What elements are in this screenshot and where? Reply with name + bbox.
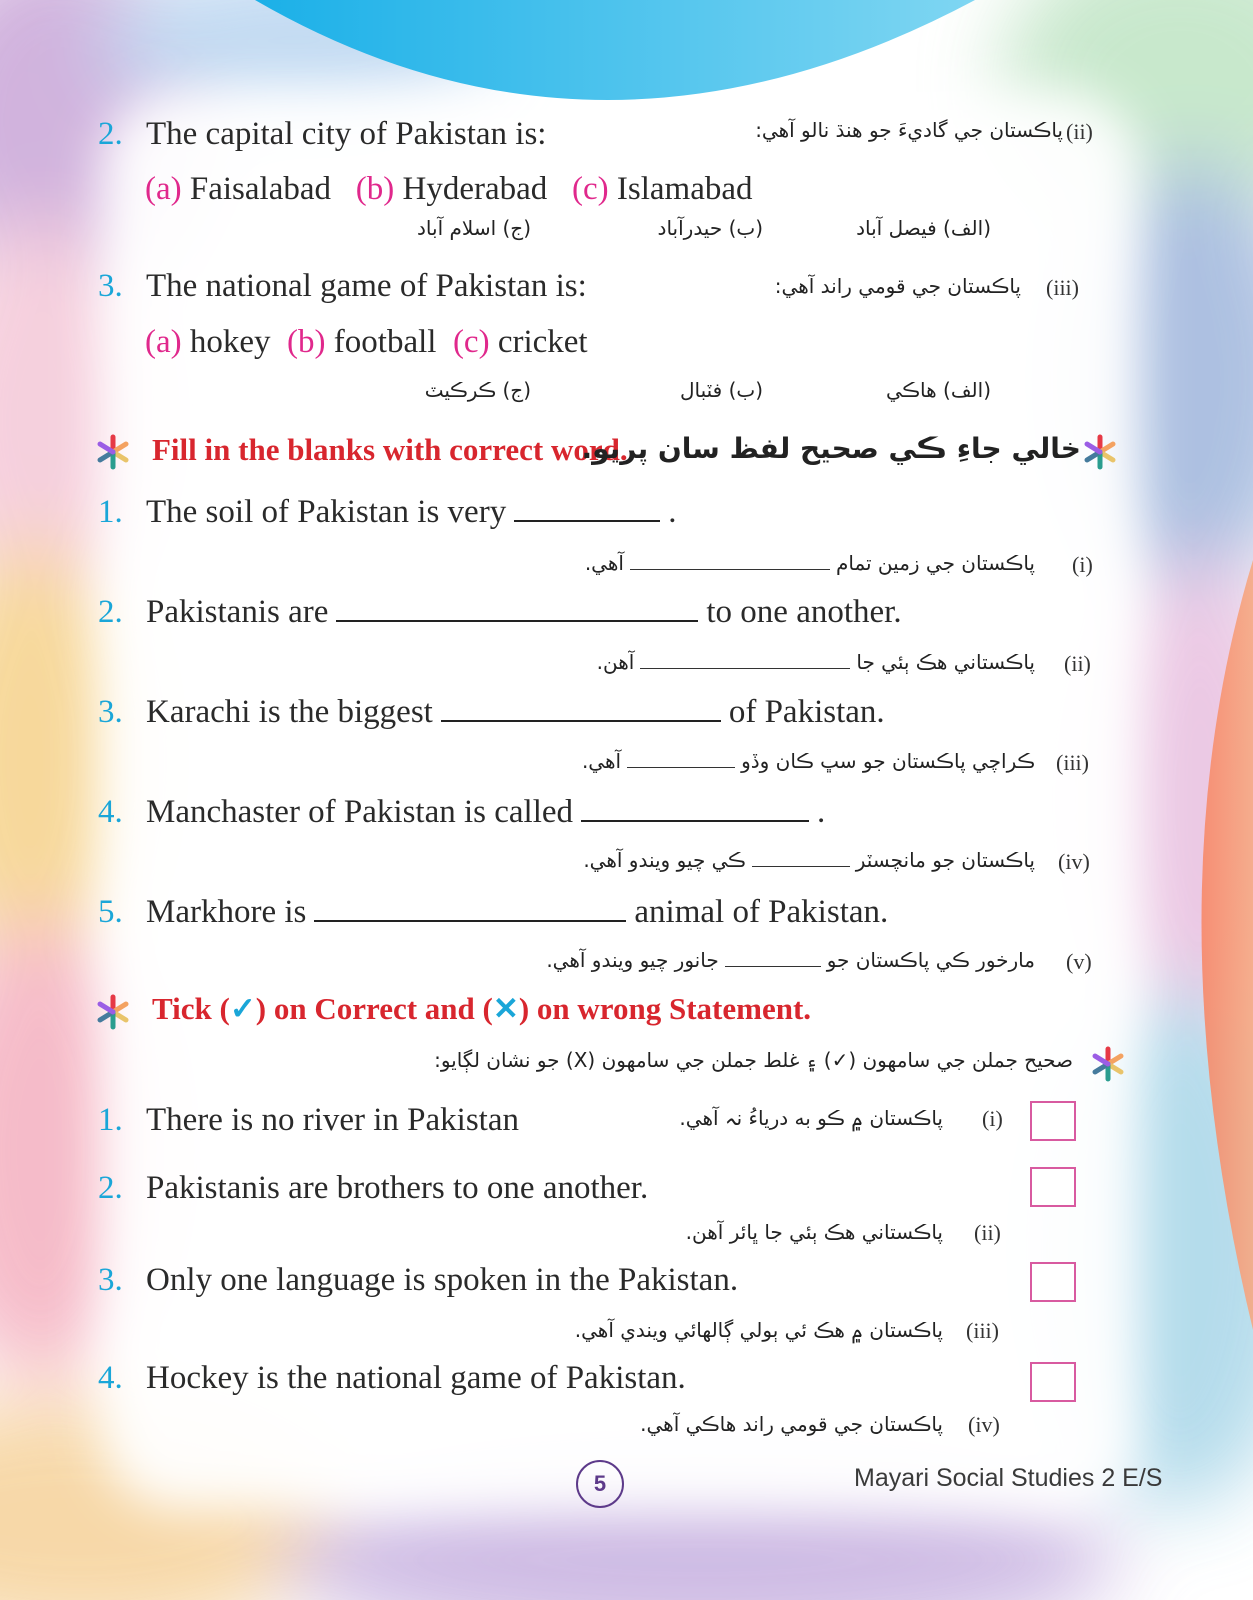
fill-blanks-heading-sindhi: خالي جاءِ ڪي صحيح لفظ سان پريو.: [581, 432, 1081, 465]
sindhi-option: (ج) اسلام آباد: [417, 216, 531, 240]
mcq-question-2: [98, 116, 546, 153]
fill-sindhi-5: مارخور ڪي پاڪستان جوجانور چيو ويندو آهي.: [546, 948, 1035, 972]
tick-statement-4: 4. Hockey is the national game of Pakistan.: [98, 1360, 686, 1396]
tick-sindhi-3: پاڪستان ۾ هڪ ئي ٻولي ڳالهائي ويندي آهي.: [574, 1318, 943, 1342]
answer-checkbox[interactable]: [1030, 1362, 1076, 1402]
answer-checkbox[interactable]: [1030, 1262, 1076, 1302]
question-text: The capital city of Pakistan is:: [146, 116, 547, 152]
fill-sindhi-2: پاڪستاني هڪ ٻئي جاآهن.: [596, 650, 1035, 674]
fill-blanks-heading: Fill in the blanks with correct word.: [152, 432, 628, 467]
sindhi-option: (ج) ڪرڪيٽ: [424, 378, 531, 402]
tick-sindhi-2: پاڪستاني هڪ ٻئي جا ڀائر آهن.: [685, 1220, 943, 1244]
answer-blank[interactable]: [336, 592, 698, 622]
roman-numeral: (iii): [966, 1318, 999, 1343]
fill-question-5: 5. Markhore is animal of Pakistan.: [98, 894, 889, 930]
answer-blank[interactable]: [314, 892, 626, 922]
tick-sindhi-1: پاڪستان ۾ ڪو به درياءُ نہ آهي.: [679, 1106, 943, 1130]
roman-numeral: (iv): [1058, 849, 1090, 874]
roman-numeral: (i): [1072, 552, 1093, 577]
roman-numeral: (ii): [1066, 119, 1093, 144]
book-title: Mayari Social Studies 2 E/S: [854, 1464, 1163, 1492]
page-number: 5: [576, 1460, 624, 1508]
flower-icon: [95, 434, 131, 470]
tick-statement-1: 1. There is no river in Pakistan: [98, 1102, 519, 1138]
roman-numeral: (iii): [1056, 750, 1089, 775]
flower-icon: [95, 994, 131, 1030]
tick-statement-3: 3. Only one language is spoken in the Pakistan.: [98, 1262, 739, 1298]
fill-sindhi-1: پاڪستان جي زمين تمامآهي.: [584, 551, 1035, 575]
fill-question-2: 2. Pakistanis are to one another.: [98, 594, 902, 630]
check-icon: ✓: [229, 991, 256, 1026]
tick-statement-2: 2. Pakistanis are brothers to one another.: [98, 1170, 649, 1206]
fill-question-1: 1. The soil of Pakistan is very .: [98, 494, 677, 530]
tick-heading-sindhi: صحيح جملن جي سامهون (✓) ۽ غلط جملن جي سامهون (X) جو نشان لڳايو:: [434, 1048, 1073, 1072]
tick-sindhi-4: پاڪستان جي قومي راند هاڪي آهي.: [640, 1412, 943, 1436]
tick-heading: Tick (✓) on Correct and (✕) on wrong Statement.: [152, 991, 812, 1026]
roman-numeral: (ii): [1064, 651, 1091, 676]
fill-sindhi-4: پاڪستان جو مانچسٽرڪي چيو ويندو آهي.: [583, 848, 1035, 872]
answer-blank[interactable]: [514, 492, 660, 522]
fill-question-4: 4. Manchaster of Pakistan is called .: [98, 794, 826, 830]
fill-question-3: 3. Karachi is the biggest of Pakistan.: [98, 694, 885, 730]
roman-numeral: (ii): [974, 1220, 1001, 1245]
answer-checkbox[interactable]: [1030, 1167, 1076, 1207]
sindhi-option: (الف) هاڪي: [886, 378, 991, 402]
fill-sindhi-3: ڪراچي پاڪستان جو سڀ ڪان وڏوآهي.: [581, 749, 1035, 773]
roman-numeral: (v): [1066, 949, 1092, 974]
sindhi-question: پاڪستان جي گاديءَ جو هنڌ نالو آهي:: [755, 118, 1063, 142]
flower-icon: [1082, 434, 1118, 470]
roman-numeral: (i): [982, 1106, 1003, 1131]
sindhi-option: (ب) فٽبال: [679, 378, 763, 402]
roman-numeral: (iii): [1046, 275, 1079, 300]
sindhi-option: (الف) فيصل آباد: [856, 216, 991, 240]
question-number: 2.: [98, 116, 123, 152]
answer-checkbox[interactable]: [1030, 1101, 1076, 1141]
answer-blank[interactable]: [581, 792, 809, 822]
cross-icon: ✕: [492, 991, 519, 1026]
flower-icon: [1090, 1046, 1126, 1082]
roman-numeral: (iv): [968, 1412, 1000, 1437]
sindhi-question: پاڪستان جي قومي راند آهي:: [774, 274, 1021, 298]
answer-blank[interactable]: [441, 692, 721, 722]
mcq-options: (a) hokey (b) football (c) cricket: [145, 324, 588, 360]
mcq-options: (a) Faisalabad (b) Hyderabad (c) Islamabad: [145, 171, 753, 207]
mcq-question-3: 3. The national game of Pakistan is:: [98, 268, 587, 304]
sindhi-option: (ب) حيدرآباد: [657, 216, 763, 240]
